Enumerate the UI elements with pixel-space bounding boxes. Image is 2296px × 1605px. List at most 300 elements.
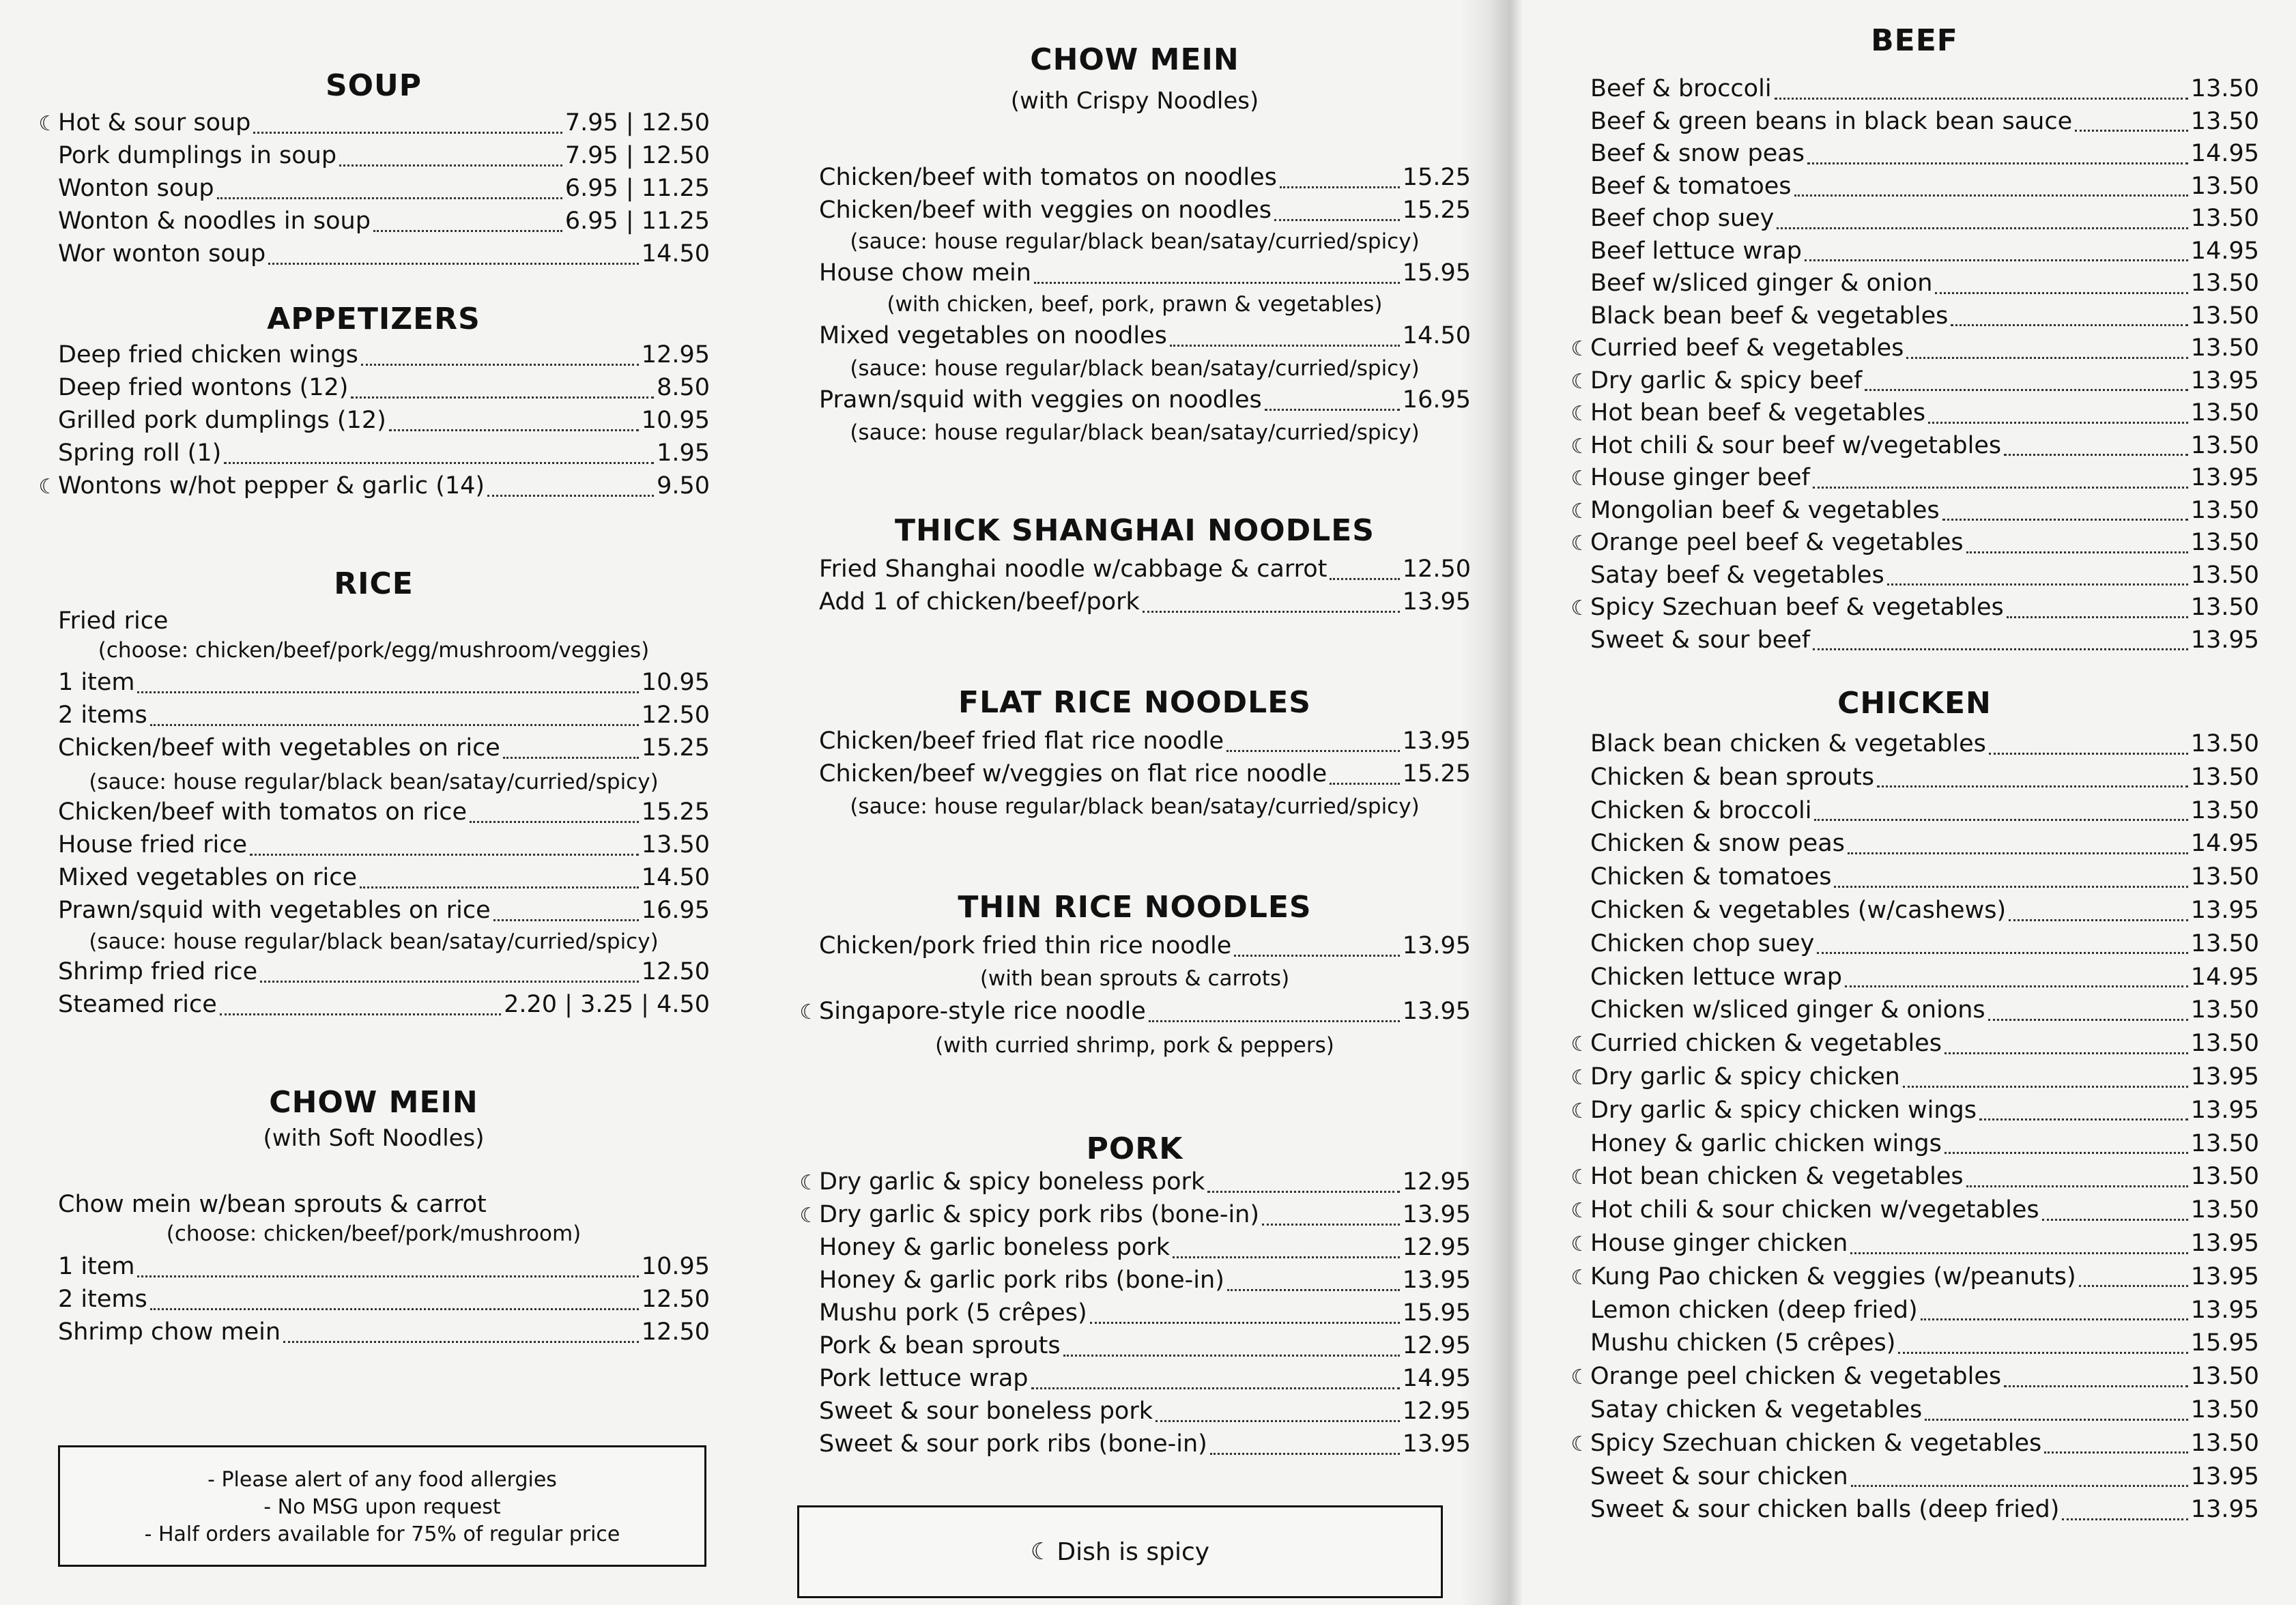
house-chow-mein-note: (with chicken, beef, pork, prawn & vegetables) <box>887 292 1383 317</box>
item-name: Dry garlic & spicy pork ribs (bone-in) <box>819 1201 1260 1228</box>
item-name: Spring roll (1) <box>58 439 222 467</box>
dot-leader <box>1887 583 2188 585</box>
item-name: Spicy Szechuan beef & vegetables <box>1590 594 2004 621</box>
sauce-note: (sauce: house regular/black bean/satay/curried/spicy) <box>850 356 1420 381</box>
item-name: Hot chili & sour beef w/vegetables <box>1590 431 2002 459</box>
item-price: 7.95 | 12.50 <box>564 109 710 136</box>
item-price: 13.50 <box>2190 929 2259 957</box>
dot-leader <box>1777 227 2187 229</box>
item-name: Curried beef & vegetables <box>1590 334 1904 362</box>
menu-item <box>1570 399 2259 432</box>
item-price: 14.95 <box>2190 237 2259 265</box>
dot-leader <box>351 396 654 399</box>
item-price: 16.95 <box>641 897 710 924</box>
item-price: 12.50 <box>1402 555 1471 583</box>
dot-leader <box>1850 1252 2187 1254</box>
spicy-pepper-icon: ☾ <box>1030 1538 1052 1565</box>
dot-leader <box>1207 1191 1400 1193</box>
item-name: Black bean beef & vegetables <box>1590 302 1949 330</box>
dot-leader <box>1330 783 1400 785</box>
item-name: Chicken & broccoli <box>1590 796 1812 824</box>
spicy-pepper-icon: ☾ <box>1570 596 1590 620</box>
item-name: Satay beef & vegetables <box>1590 561 1884 589</box>
spicy-pepper-icon: ☾ <box>799 1000 818 1024</box>
item-name: Sweet & sour boneless pork <box>819 1398 1153 1425</box>
menu-item: Mixed vegetables on noodles 14.50 <box>819 322 1471 349</box>
dot-leader <box>360 886 639 888</box>
dot-leader <box>1794 194 2188 197</box>
item-name: Fried Shanghai noodle w/cabbage & carrot <box>819 555 1328 583</box>
item-price: 13.95 <box>2190 464 2259 491</box>
item-name: Beef chop suey <box>1590 205 1775 232</box>
menu-item <box>1570 964 2259 996</box>
menu-item <box>1570 1329 2259 1362</box>
item-name: Beef lettuce wrap <box>1590 237 1802 265</box>
item-name: Sweet & sour chicken <box>1590 1462 1848 1490</box>
dot-leader <box>389 429 639 431</box>
spicy-pepper-icon: ☾ <box>1570 532 1590 555</box>
item-price: 13.50 <box>2190 796 2259 824</box>
menu-item: Prawn/squid with veggies on noodles 16.95 <box>819 386 1471 414</box>
sauce-note: (sauce: house regular/black bean/satay/curried/spicy) <box>850 794 1420 819</box>
menu-item <box>799 1234 1471 1267</box>
menu-item <box>1570 1396 2259 1429</box>
menu-item <box>799 588 1471 621</box>
menu-item: Chicken/beef with vegetables on rice 15.25 <box>58 734 710 762</box>
item-name: Kung Pao chicken & veggies (w/peanuts) <box>1590 1262 2076 1290</box>
dot-leader <box>1143 611 1400 613</box>
menu-item <box>799 1201 1471 1234</box>
spicy-pepper-icon: ☾ <box>1570 1265 1590 1290</box>
item-price: 14.95 <box>1402 1365 1471 1392</box>
item-name: Dry garlic & spicy chicken <box>1590 1063 1900 1090</box>
item-name: Shrimp chow mein <box>58 1318 281 1346</box>
menu-item <box>799 1430 1471 1463</box>
menu-item <box>1570 108 2259 141</box>
menu-item <box>1570 996 2259 1029</box>
spicy-legend-text: Dish is spicy <box>1057 1537 1210 1566</box>
item-price: 13.95 <box>1402 1267 1471 1294</box>
thin-rice-note: (with curried shrimp, pork & peppers) <box>935 1033 1334 1058</box>
menu-item <box>1570 140 2259 173</box>
dot-leader <box>268 263 639 265</box>
chow-mein-base: Chow mein w/bean sprouts & carrot <box>58 1191 487 1218</box>
spicy-pepper-icon: ☾ <box>1570 1199 1590 1224</box>
menu-item <box>1570 863 2259 896</box>
menu-item <box>38 175 710 207</box>
item-name: Mushu pork (5 crêpes) <box>819 1299 1087 1327</box>
dot-leader <box>150 1308 639 1310</box>
menu-item <box>38 407 710 439</box>
item-price: 13.50 <box>2190 496 2259 524</box>
menu-item <box>1570 1097 2259 1129</box>
dot-leader <box>2075 130 2188 132</box>
item-name: 2 items <box>58 1286 147 1313</box>
menu-item <box>1570 270 2259 302</box>
item-name: Spicy Szechuan chicken & vegetables <box>1590 1429 2042 1457</box>
item-price: 13.50 <box>2190 205 2259 232</box>
item-price: 13.50 <box>2190 594 2259 621</box>
menu-item: 1 item 10.95 <box>58 669 710 696</box>
item-price: 15.25 <box>641 798 710 826</box>
menu-item <box>38 374 710 407</box>
item-price: 12.95 <box>641 341 710 368</box>
item-name: Pork dumplings in soup <box>58 142 337 169</box>
item-price: 13.50 <box>2190 172 2259 200</box>
item-name: Wor wonton soup <box>58 240 266 268</box>
item-price: 13.95 <box>1402 588 1471 616</box>
menu-item <box>1570 730 2259 763</box>
item-name: Black bean chicken & vegetables <box>1590 730 1986 757</box>
menu-item <box>799 760 1471 793</box>
item-name: Dry garlic & spicy beef <box>1590 366 1863 394</box>
sauce-note: (sauce: house regular/black bean/satay/curried/spicy) <box>850 229 1420 254</box>
dot-leader <box>2004 1385 2188 1387</box>
note-msg: - No MSG upon request <box>263 1495 501 1519</box>
dot-leader <box>1813 648 2188 650</box>
spicy-pepper-icon: ☾ <box>1570 1432 1590 1456</box>
menu-item <box>38 109 710 142</box>
dot-leader <box>1877 785 2188 787</box>
item-price: 6.95 | 11.25 <box>564 175 710 202</box>
dot-leader <box>1805 259 2188 261</box>
menu-item <box>38 472 710 505</box>
section-title-rice: RICE <box>334 566 414 601</box>
item-name: Chicken lettuce wrap <box>1590 963 1842 991</box>
dot-leader <box>1834 886 2187 888</box>
menu-item <box>38 142 710 175</box>
item-price: 12.95 <box>1402 1168 1471 1196</box>
sauce-note: (sauce: house regular/black bean/satay/curried/spicy) <box>89 929 659 954</box>
item-price: 15.95 <box>2190 1329 2259 1357</box>
dot-leader <box>1966 1185 2188 1187</box>
item-name: Honey & garlic chicken wings <box>1590 1129 1942 1157</box>
spicy-pepper-icon: ☾ <box>799 1204 818 1228</box>
item-name: Chicken & snow peas <box>1590 830 1845 858</box>
item-price: 6.95 | 11.25 <box>564 207 710 235</box>
menu-item <box>1570 1430 2259 1462</box>
dot-leader <box>2009 919 2188 921</box>
item-name: Dry garlic & spicy boneless pork <box>819 1168 1205 1196</box>
item-price: 13.95 <box>2190 366 2259 394</box>
item-name: Dry garlic & spicy chicken wings <box>1590 1096 1977 1124</box>
item-name: Deep fried wontons (12) <box>58 374 349 401</box>
menu-item <box>1570 302 2259 335</box>
menu-item <box>1570 1163 2259 1196</box>
dot-leader <box>1903 1086 2188 1088</box>
item-name: House fried rice <box>58 831 248 858</box>
dot-leader <box>1945 1052 2188 1054</box>
dot-leader <box>1227 1289 1400 1291</box>
spicy-pepper-icon: ☾ <box>1570 337 1590 361</box>
menu-item <box>38 439 710 472</box>
item-name: Chicken w/sliced ginger & onions <box>1590 996 1985 1024</box>
item-price: 14.95 <box>2190 140 2259 167</box>
menu-item <box>38 341 710 374</box>
menu-item <box>1570 764 2259 796</box>
dot-leader <box>487 495 654 497</box>
menu-item <box>1570 1063 2259 1096</box>
dot-leader <box>1951 324 2187 326</box>
dot-leader <box>1210 1453 1400 1455</box>
dot-leader <box>1925 1419 2188 1421</box>
menu-item <box>38 798 710 831</box>
item-name: Lemon chicken (deep fried) <box>1590 1296 1918 1324</box>
item-price: 13.50 <box>2190 529 2259 556</box>
item-name: Hot bean beef & vegetables <box>1590 399 1926 426</box>
dot-leader <box>470 821 639 823</box>
item-price: 8.50 <box>657 374 710 401</box>
menu-item <box>799 555 1471 588</box>
spicy-pepper-icon: ☾ <box>1570 467 1590 491</box>
item-price: 13.95 <box>2190 1262 2259 1290</box>
dot-leader <box>339 164 562 167</box>
item-name: Satay chicken & vegetables <box>1590 1396 1923 1423</box>
dot-leader <box>1979 1118 2188 1120</box>
dot-leader <box>1966 551 2188 553</box>
item-name: Chicken chop suey <box>1590 929 1815 957</box>
menu-item <box>1570 1263 2259 1296</box>
menu-item <box>1570 1463 2259 1496</box>
dot-leader <box>1031 1387 1400 1389</box>
item-price: 13.50 <box>2190 1163 2259 1191</box>
section-title-shanghai: THICK SHANGHAI NOODLES <box>895 513 1375 548</box>
menu-item <box>38 207 710 240</box>
item-name: Hot bean chicken & vegetables <box>1590 1163 1964 1191</box>
menu-item <box>799 1332 1471 1365</box>
dot-leader <box>2042 1219 2188 1221</box>
dot-leader <box>1817 952 2188 954</box>
dot-leader <box>253 132 562 134</box>
item-price: 13.50 <box>2190 730 2259 757</box>
dot-leader <box>361 364 639 366</box>
section-subtitle: (with Crispy Noodles) <box>1010 87 1259 115</box>
menu-item: 2 items 12.50 <box>58 702 710 729</box>
menu-item <box>1570 237 2259 270</box>
dot-leader <box>1989 753 2188 755</box>
item-price: 12.95 <box>1402 1234 1471 1261</box>
menu-item <box>38 1286 710 1318</box>
item-name: Beef & snow peas <box>1590 140 1805 167</box>
item-price: 12.50 <box>641 1286 710 1313</box>
item-price: 13.50 <box>2190 1429 2259 1457</box>
dot-leader <box>1848 852 2188 854</box>
item-name: Sweet & sour pork ribs (bone-in) <box>819 1430 1207 1458</box>
item-price: 13.95 <box>2190 1462 2259 1490</box>
section-title-appetizers: APPETIZERS <box>267 302 480 336</box>
menu-item <box>38 1318 710 1351</box>
menu-item <box>1570 1496 2259 1529</box>
item-price: 7.95 | 12.50 <box>564 142 710 169</box>
spicy-pepper-icon: ☾ <box>1570 1166 1590 1190</box>
item-price: 13.50 <box>2190 1363 2259 1391</box>
dot-leader <box>1898 1352 2187 1354</box>
dot-leader <box>1988 1019 2188 1021</box>
item-name: Beef & tomatoes <box>1590 172 1792 200</box>
menu-item: ☾ Singapore-style rice noodle 13.95 <box>799 998 1471 1025</box>
menu-item <box>1570 529 2259 562</box>
item-name: Chicken & vegetables (w/cashews) <box>1590 897 2007 924</box>
item-price: 13.95 <box>2190 1296 2259 1324</box>
menu-item <box>1570 1363 2259 1396</box>
dot-leader <box>283 1341 639 1343</box>
item-name: Curried chicken & vegetables <box>1590 1030 1942 1058</box>
item-price: 13.50 <box>2190 996 2259 1024</box>
section-title-beef: BEEF <box>1871 23 1958 58</box>
menu-item <box>1570 594 2259 626</box>
item-price: 14.95 <box>2190 963 2259 991</box>
dot-leader <box>1851 1485 2188 1487</box>
menu-item <box>1570 830 2259 863</box>
item-price: 13.95 <box>2190 1096 2259 1124</box>
item-price: 14.95 <box>2190 830 2259 858</box>
menu-item <box>1570 367 2259 400</box>
sauce-note: (sauce: house regular/black bean/satay/curried/spicy) <box>89 770 659 794</box>
dot-leader <box>1775 98 2188 100</box>
spicy-pepper-icon: ☾ <box>1570 402 1590 426</box>
item-price: 13.50 <box>2190 863 2259 891</box>
item-price: 13.50 <box>2190 334 2259 362</box>
menu-item <box>1570 897 2259 929</box>
menu-item <box>1570 432 2259 465</box>
menu-item: Chicken/pork fried thin rice noodle 13.95 <box>819 932 1471 959</box>
dot-leader <box>2007 616 2188 618</box>
dot-leader <box>137 1275 638 1277</box>
section-subtitle: (with Soft Noodles) <box>263 1125 485 1152</box>
menu-item: Chicken/beef with veggies on noodles 15.25 <box>819 197 1471 224</box>
dot-leader <box>1942 519 2188 521</box>
item-name: Mongolian beef & vegetables <box>1590 496 1940 524</box>
menu-item <box>1570 173 2259 205</box>
dot-leader <box>1906 357 2187 359</box>
dot-leader <box>2062 1518 2187 1520</box>
menu-item <box>38 897 710 929</box>
dot-leader <box>224 462 654 464</box>
item-name: Hot chili & sour chicken w/vegetables <box>1590 1196 2039 1224</box>
item-price: 13.50 <box>2190 399 2259 426</box>
menu-item: Shrimp fried rice 12.50 <box>58 958 710 985</box>
spicy-pepper-icon: ☾ <box>1570 499 1590 523</box>
rice-choose-note: (choose: chicken/beef/pork/egg/mushroom/veggies) <box>98 638 650 663</box>
dot-leader <box>1807 162 2188 164</box>
item-price: 13.50 <box>641 831 710 858</box>
item-price: 13.50 <box>2190 1129 2259 1157</box>
dot-leader <box>1921 1318 2188 1320</box>
item-name: Chicken & bean sprouts <box>1590 763 1875 791</box>
menu-item <box>1570 1230 2259 1262</box>
item-name: Orange peel chicken & vegetables <box>1590 1363 2002 1391</box>
note-allergies: - Please alert of any food allergies <box>207 1468 557 1492</box>
item-name: Chicken/beef fried flat rice noodle <box>819 727 1224 755</box>
menu-item <box>1570 497 2259 530</box>
item-name: Deep fried chicken wings <box>58 341 358 368</box>
spicy-pepper-icon: ☾ <box>1570 1032 1590 1057</box>
menu-item <box>799 1365 1471 1398</box>
sauce-note: (sauce: house regular/black bean/satay/curried/spicy) <box>850 420 1420 445</box>
spicy-pepper-icon: ☾ <box>799 1171 818 1195</box>
item-name: 1 item <box>58 1253 135 1280</box>
spicy-pepper-icon: ☾ <box>38 475 57 499</box>
note-half-orders: - Half orders available for 75% of regular price <box>144 1522 620 1546</box>
item-name: Wontons w/hot pepper & garlic (14) <box>58 472 485 500</box>
menu-item <box>1570 464 2259 497</box>
item-price: 13.95 <box>1402 1430 1471 1458</box>
menu-item <box>1570 797 2259 830</box>
item-price: 13.95 <box>2190 1496 2259 1524</box>
spicy-pepper-icon: ☾ <box>1570 1099 1590 1123</box>
dot-leader <box>250 854 639 856</box>
dot-leader <box>1330 578 1399 580</box>
dot-leader <box>1935 292 2187 294</box>
menu-item <box>799 1267 1471 1299</box>
notes-box <box>58 1445 706 1567</box>
item-price: 13.50 <box>2190 1030 2259 1058</box>
spicy-pepper-icon: ☾ <box>38 112 57 136</box>
item-price: 15.25 <box>1402 760 1471 787</box>
item-name: Mushu chicken (5 crêpes) <box>1590 1329 1896 1357</box>
item-price: 13.95 <box>1402 727 1471 755</box>
fried-rice-label: Fried rice <box>58 607 169 635</box>
item-price: 13.50 <box>2190 431 2259 459</box>
item-price: 13.50 <box>2190 270 2259 297</box>
menu-item <box>799 727 1471 760</box>
item-price: 13.50 <box>2190 302 2259 330</box>
item-name: Beef w/sliced ginger & onion <box>1590 270 1933 297</box>
section-title-pork: PORK <box>1086 1131 1183 1166</box>
item-price: 13.50 <box>2190 561 2259 589</box>
thin-rice-note: (with bean sprouts & carrots) <box>979 966 1290 991</box>
dot-leader <box>493 919 639 921</box>
item-name: Chicken/beef with tomatos on rice <box>58 798 468 826</box>
spicy-pepper-icon: ☾ <box>1570 1365 1590 1390</box>
section-title-soup: SOUP <box>325 68 422 103</box>
item-name: Beef & broccoli <box>1590 75 1772 102</box>
item-price: 10.95 <box>641 1253 710 1280</box>
item-price: 13.50 <box>2190 763 2259 791</box>
item-name: Prawn/squid with vegetables on rice <box>58 897 491 924</box>
item-name: Pork & bean sprouts <box>819 1332 1061 1359</box>
item-name: House ginger chicken <box>1590 1230 1848 1257</box>
dot-leader <box>2079 1285 2188 1287</box>
menu-item <box>1570 205 2259 237</box>
item-price: 13.50 <box>2190 1196 2259 1224</box>
item-price: 12.95 <box>1402 1398 1471 1425</box>
menu-item: Chicken/beef with tomatos on noodles 15.25 <box>819 164 1471 191</box>
dot-leader <box>1845 985 2188 987</box>
dot-leader <box>1814 819 2187 821</box>
menu-item <box>1570 1196 2259 1229</box>
item-name: Pork lettuce wrap <box>819 1365 1029 1392</box>
item-name: Hot & sour soup <box>58 109 251 136</box>
item-price: 14.50 <box>641 864 710 891</box>
menu-item <box>1570 1297 2259 1329</box>
item-price: 13.95 <box>2190 897 2259 924</box>
item-name: House ginger beef <box>1590 464 1810 491</box>
spicy-pepper-icon: ☾ <box>1570 369 1590 394</box>
item-price: 1.95 <box>657 439 710 467</box>
menu-item: Steamed rice 2.20 | 3.25 | 4.50 <box>58 991 710 1018</box>
item-name: Add 1 of chicken/beef/pork <box>819 588 1140 616</box>
spicy-pepper-icon: ☾ <box>1570 1066 1590 1090</box>
section-title-thin-rice: THIN RICE NOODLES <box>958 890 1312 925</box>
item-name: Honey & garlic boneless pork <box>819 1234 1171 1261</box>
dot-leader <box>1226 750 1400 752</box>
menu-item <box>1570 1030 2259 1062</box>
chow-mein-choose-note: (choose: chicken/beef/pork/mushroom) <box>166 1221 582 1246</box>
menu-item <box>799 1168 1471 1201</box>
item-price: 9.50 <box>657 472 710 500</box>
item-name: Orange peel beef & vegetables <box>1590 529 1964 556</box>
